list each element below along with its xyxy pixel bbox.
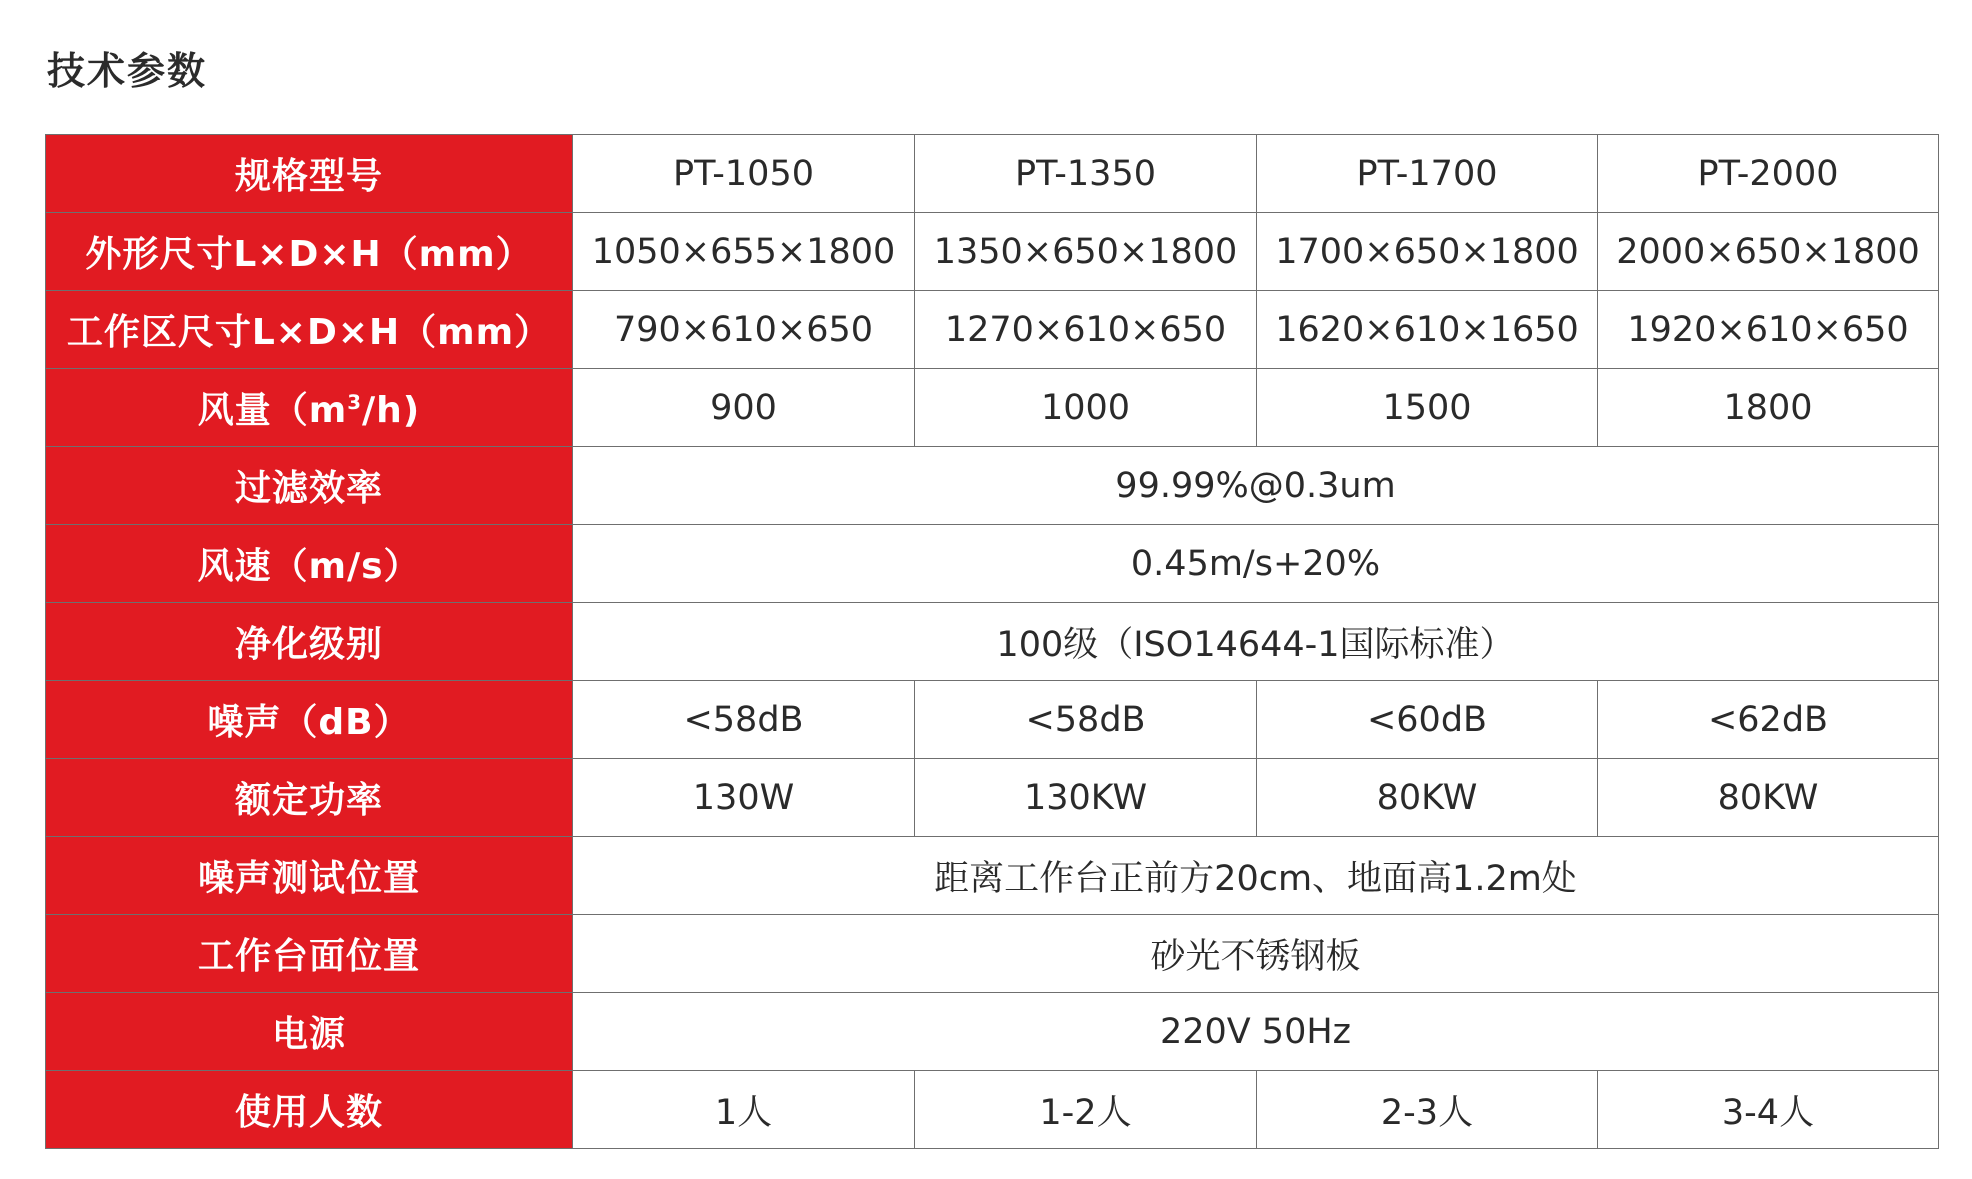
table-row-worktop (46, 915, 1939, 993)
table-row-filter-efficiency (46, 447, 1939, 525)
airflow-cell: 900 (573, 369, 915, 447)
page-title: 技术参数 (47, 49, 208, 93)
outer-size-cell: 1700×650×1800 (1257, 213, 1598, 291)
row-label-rated-power: 额定功率 (46, 759, 573, 837)
users-cell: 3-4人 (1598, 1071, 1939, 1149)
table-row-wind-speed (46, 525, 1939, 603)
table-row-work-size (46, 291, 1939, 369)
row-label-users: 使用人数 (46, 1071, 573, 1149)
work-size-cell: 1270×610×650 (915, 291, 1257, 369)
model-cell: PT-2000 (1598, 135, 1939, 213)
table-row-airflow (46, 369, 1939, 447)
rated-power-cell: 80KW (1598, 759, 1939, 837)
rated-power-cell: 130W (573, 759, 915, 837)
table-row-users (46, 1071, 1939, 1149)
airflow-label-prefix: 风量（m (197, 390, 348, 431)
table-row-noise-test-position (46, 837, 1939, 915)
outer-size-cell: 2000×650×1800 (1598, 213, 1939, 291)
model-cell: PT-1700 (1257, 135, 1598, 213)
table-row-noise (46, 681, 1939, 759)
row-label-clean-level: 净化级别 (46, 603, 573, 681)
work-size-cell: 790×610×650 (573, 291, 915, 369)
row-label-wind-speed: 风速（m/s） (46, 525, 573, 603)
airflow-label-sup: 3 (347, 391, 363, 414)
noise-cell: <58dB (915, 681, 1257, 759)
worktop-cell: 砂光不锈钢板 (573, 915, 1939, 993)
row-label-noise: 噪声（dB） (46, 681, 573, 759)
clean-level-cell: 100级（ISO14644-1国际标准） (573, 603, 1939, 681)
row-label-model: 规格型号 (46, 135, 573, 213)
airflow-cell: 1500 (1257, 369, 1598, 447)
row-label-filter-efficiency: 过滤效率 (46, 447, 573, 525)
noise-cell: <60dB (1257, 681, 1598, 759)
table-row-clean-level (46, 603, 1939, 681)
outer-size-cell: 1050×655×1800 (573, 213, 915, 291)
power-supply-cell: 220V 50Hz (573, 993, 1939, 1071)
airflow-cell: 1000 (915, 369, 1257, 447)
table-row-outer-size (46, 213, 1939, 291)
outer-size-cell: 1350×650×1800 (915, 213, 1257, 291)
users-cell: 1-2人 (915, 1071, 1257, 1149)
work-size-cell: 1920×610×650 (1598, 291, 1939, 369)
wind-speed-cell: 0.45m/s+20% (573, 525, 1939, 603)
model-cell: PT-1050 (573, 135, 915, 213)
users-cell: 1人 (573, 1071, 915, 1149)
airflow-label-suffix: /h) (362, 390, 421, 431)
rated-power-cell: 80KW (1257, 759, 1598, 837)
noise-test-position-cell: 距离工作台正前方20cm、地面高1.2m处 (573, 837, 1939, 915)
users-cell: 2-3人 (1257, 1071, 1598, 1149)
row-label-power-supply: 电源 (46, 993, 573, 1071)
rated-power-cell: 130KW (915, 759, 1257, 837)
table-row-rated-power (46, 759, 1939, 837)
table-row-power-supply (46, 993, 1939, 1071)
spec-table (45, 134, 1939, 1149)
row-label-outer-size: 外形尺寸L×D×H（mm） (46, 213, 573, 291)
model-cell: PT-1350 (915, 135, 1257, 213)
filter-efficiency-cell: 99.99%@0.3um (573, 447, 1939, 525)
noise-cell: <58dB (573, 681, 915, 759)
work-size-cell: 1620×610×1650 (1257, 291, 1598, 369)
table-row-model (46, 135, 1939, 213)
row-label-worktop: 工作台面位置 (46, 915, 573, 993)
row-label-airflow (46, 369, 573, 447)
row-label-work-size: 工作区尺寸L×D×H（mm） (46, 291, 573, 369)
airflow-cell: 1800 (1598, 369, 1939, 447)
row-label-noise-test-position: 噪声测试位置 (46, 837, 573, 915)
noise-cell: <62dB (1598, 681, 1939, 759)
